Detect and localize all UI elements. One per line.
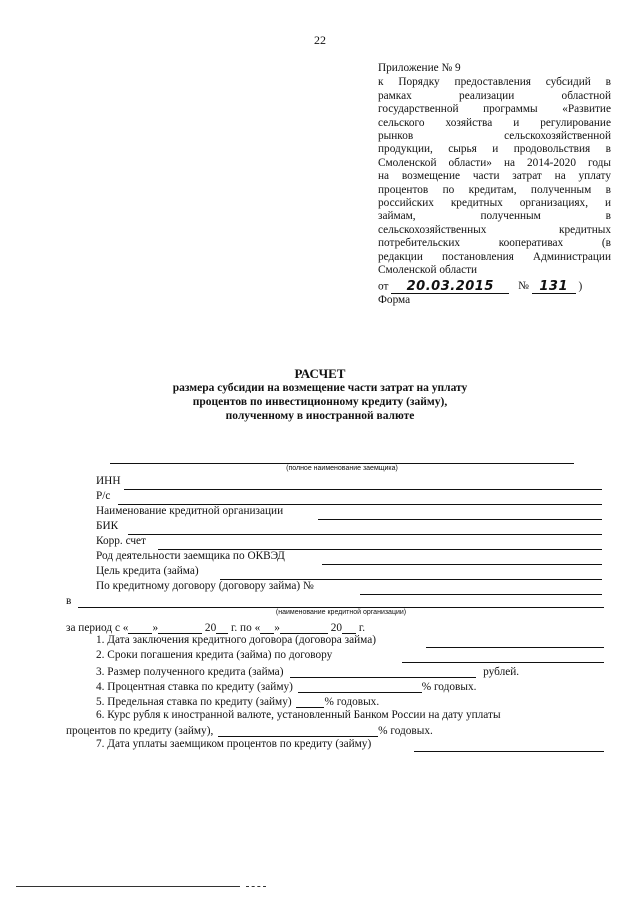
appendix-line: государственной программы «Развитие [378,103,611,116]
period-start-month[interactable] [158,620,202,634]
bank-name-field[interactable] [318,519,602,520]
page-number: 22 [314,33,326,47]
footer-separator [16,886,240,887]
appendix-line: сельского хозяйства и регулирование [378,116,611,129]
period-year-prefix: 20 [330,622,343,634]
item-5-row [96,694,379,708]
period-quote: » [152,622,159,634]
contract-label: По кредитному договору (договору займа) № [96,580,314,592]
handwritten-date: 20.03.2015 [391,280,509,294]
date-prefix: от [378,280,389,293]
appendix-line: продукции, сырья и продовольствия в [378,143,611,156]
item-5-field[interactable] [296,694,324,708]
appendix-line: процентов по кредитам, полученным в [378,183,611,196]
appendix-line: рамках реализации областной [378,89,611,102]
item-7-field[interactable] [414,751,604,752]
activity-field[interactable] [322,564,602,565]
item-4-row [96,679,476,693]
appendix-block [378,62,611,307]
item-6-label: процентов по кредиту (займу), [66,725,214,737]
number-prefix: № [518,280,529,293]
appendix-date-row [378,280,611,294]
item-1-label: 1. Дата заключения кредитного договора (договора займа) [96,634,377,646]
item-6-row2 [66,723,433,737]
item-6-unit: % годовых. [378,725,433,737]
period-end-month[interactable] [280,620,328,634]
bik-label: БИК [96,520,119,532]
item-2-field[interactable] [402,662,604,663]
corr-account-label: Корр. счет [96,535,146,547]
item-6-line1: 6. Курс рубля к иностранной валюте, установленный Банком России на дату уплаты [96,709,501,721]
item-1-field[interactable] [426,647,604,648]
period-prefix: за период с « [66,622,129,634]
doc-subtitle [0,381,640,423]
inn-field[interactable] [124,489,602,490]
activity-label: Род деятельности заемщика по ОКВЭД [96,550,285,562]
period-year-prefix: 20 [204,622,217,634]
item-2-label: 2. Сроки погашения кредита (займа) по договору [96,649,333,661]
appendix-line: потребительских кооперативах (в [378,237,611,250]
subtitle-line: процентов по инвестиционному кредиту (займу), [192,396,448,408]
bik-field[interactable] [128,534,602,535]
inn-label: ИНН [96,475,121,487]
item-3-row [96,664,519,678]
appendix-line: российских кредитных организациях, и [378,197,611,210]
bank-name-label: Наименование кредитной организации [96,505,284,517]
period-quote: » [274,622,280,634]
borrower-name-line[interactable] [110,463,574,464]
form-label: Форма [378,293,411,306]
in-label: в [66,595,72,607]
period-mid: г. по « [231,622,261,634]
close-paren: ) [578,280,583,293]
appendix-line: на возмещение части затрат на уплату [378,170,611,183]
handwritten-number: 131 [532,280,576,294]
bank-line[interactable] [78,607,604,608]
borrower-caption: (полное наименование заемщика) [286,465,398,472]
purpose-label: Цель кредита (займа) [96,565,199,577]
item-4-field[interactable] [298,679,422,693]
appendix-line: Смоленской области [378,264,478,277]
period-end: г. [358,622,366,634]
period-end-year[interactable] [342,620,356,634]
appendix-line: редакции постановления Администрации [378,250,611,263]
contract-field[interactable] [360,594,602,595]
appendix-line: к Порядку предоставления субсидий в [378,76,611,89]
item-5-label: 5. Предельная ставка по кредиту (займу) [96,696,292,708]
appendix-line: займам, полученным в [378,210,611,223]
appendix-line: сельскохозяйственных кредитных [378,223,611,236]
period-start-day[interactable] [128,620,152,634]
item-6-field[interactable] [218,723,378,737]
footer-separator [246,886,266,887]
item-5-unit: % годовых. [324,696,380,708]
item-3-label: 3. Размер полученного кредита (займа) [96,666,284,678]
appendix-line: Смоленской области» на 2014-2020 годы [378,156,611,169]
subtitle-line: полученному в иностранной валюте [225,410,415,422]
period-start-year[interactable] [216,620,228,634]
item-3-unit: рублей. [483,666,520,678]
item-7-label: 7. Дата уплаты заемщиком процентов по кредиту (займу) [96,738,372,750]
subtitle-line: размера субсидии на возмещение части затрат на уплату [172,382,468,394]
bank-caption: (наименование кредитной организации) [275,609,407,616]
period-end-day[interactable] [260,620,274,634]
appendix-heading: Приложение № 9 [378,62,461,74]
item-3-field[interactable] [290,664,476,678]
period-row [66,620,365,634]
doc-title: РАСЧЕТ [294,366,346,381]
account-label: Р/с [96,490,111,502]
item-4-unit: % годовых. [421,681,477,693]
appendix-line: рынков сельскохозяйственной [378,130,611,143]
item-4-label: 4. Процентная ставка по кредиту (займу) [96,681,293,693]
